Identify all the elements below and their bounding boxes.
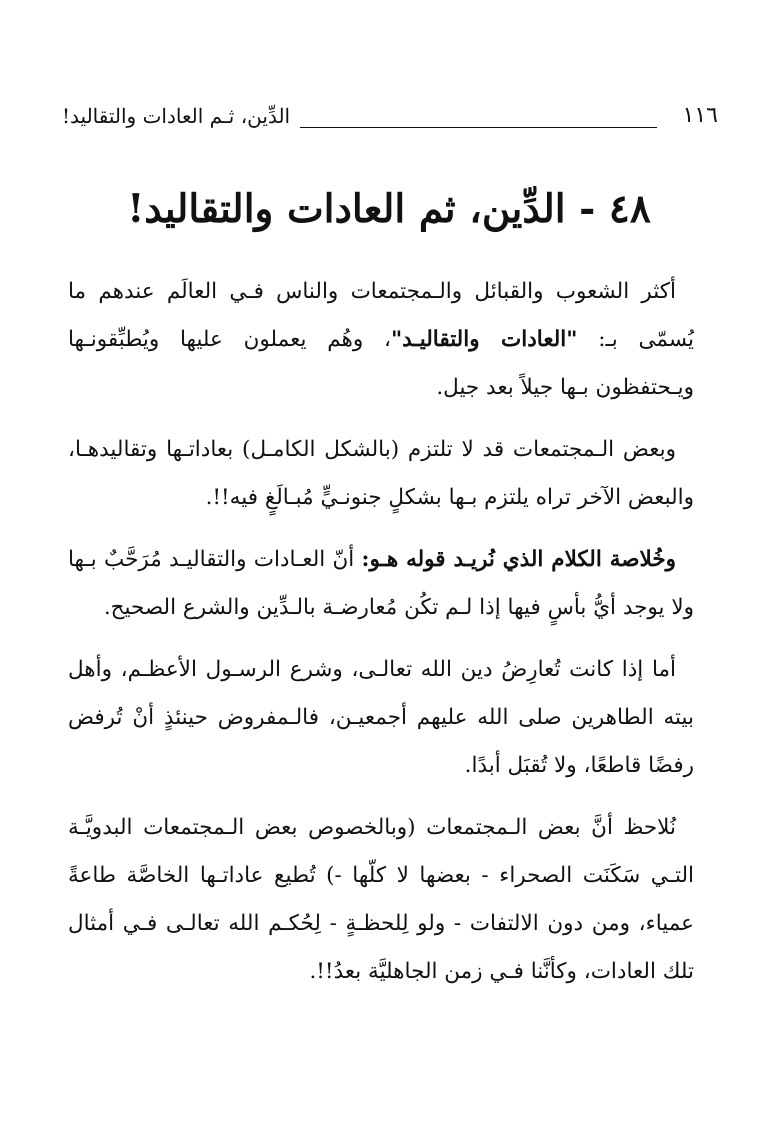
paragraph-4: أما إذا كانت تُعارِضُ دين الله تعالـى، وشرع الرسـول الأعظـم، وأهل بيته الطاهرين صلى الله عليهم أجمعيـن، فالـمفروض حينئذٍ أنْ تُرفض رفضًا قاطعًا، ولا تُقبَل أبدًا. [68, 657, 694, 778]
summary-lead: وخُلاصة الكلام الذي نُريـد قوله هـو: [361, 547, 677, 572]
paragraph-5: نُلاحظ أنَّ بعض الـمجتمعات (وبالخصوص بعض الـمجتمعات البدويَّـة التـي سَكَنَت الصحراء - بعضها لا كلّها -) تُطيع عاداتـها الخاصَّة طاعةً عمياء، ومن دون الالتفات - ولو لِلحظـةٍ - لِحُكـم الله تعالـى فـي أمثال تلك العادات، وكأنَّنا فـي زمن الجاهليَّة بعدُ!!. [68, 815, 694, 984]
header-rule [300, 105, 656, 128]
page-number: ١١٦ [682, 103, 718, 128]
paragraph-1: أكثر الشعوب والقبائل والـمجتمعات والناس فـي العالَم عندهم ما يُسمّى بـ: "العادات والتقاليـد"، وهُم يعملون عليها ويُطبِّقونـها ويـحتفظون بـها جيلاً بعد جيل. [68, 279, 694, 400]
paragraph-3: وخُلاصة الكلام الذي نُريـد قوله هـو: أنّ العـادات والتقاليـد مُرَحَّبٌ بـها ولا يوجد أيُّ بأسٍ فيها إذا لـم تكُن مُعارضـة بالـدِّين والشرع الصحيح. [68, 547, 694, 620]
body-text [68, 268, 694, 1010]
page-header [62, 88, 718, 128]
paragraph-2: وبعض الـمجتمعات قد لا تلتزم (بالشكل الكامـل) بعاداتـها وتقاليدهـا، والبعض الآخر تراه يلتزم بـها بشكلٍ جنونـيٍّ مُبـالَغٍ فيه!!. [68, 437, 694, 510]
running-title: الدِّين، ثـم العادات والتقاليد! [62, 104, 291, 128]
chapter-title: ٤٨ - الدِّين، ثم العادات والتقاليد! [127, 186, 651, 232]
quoted-term: "العادات والتقاليـد" [390, 327, 578, 352]
